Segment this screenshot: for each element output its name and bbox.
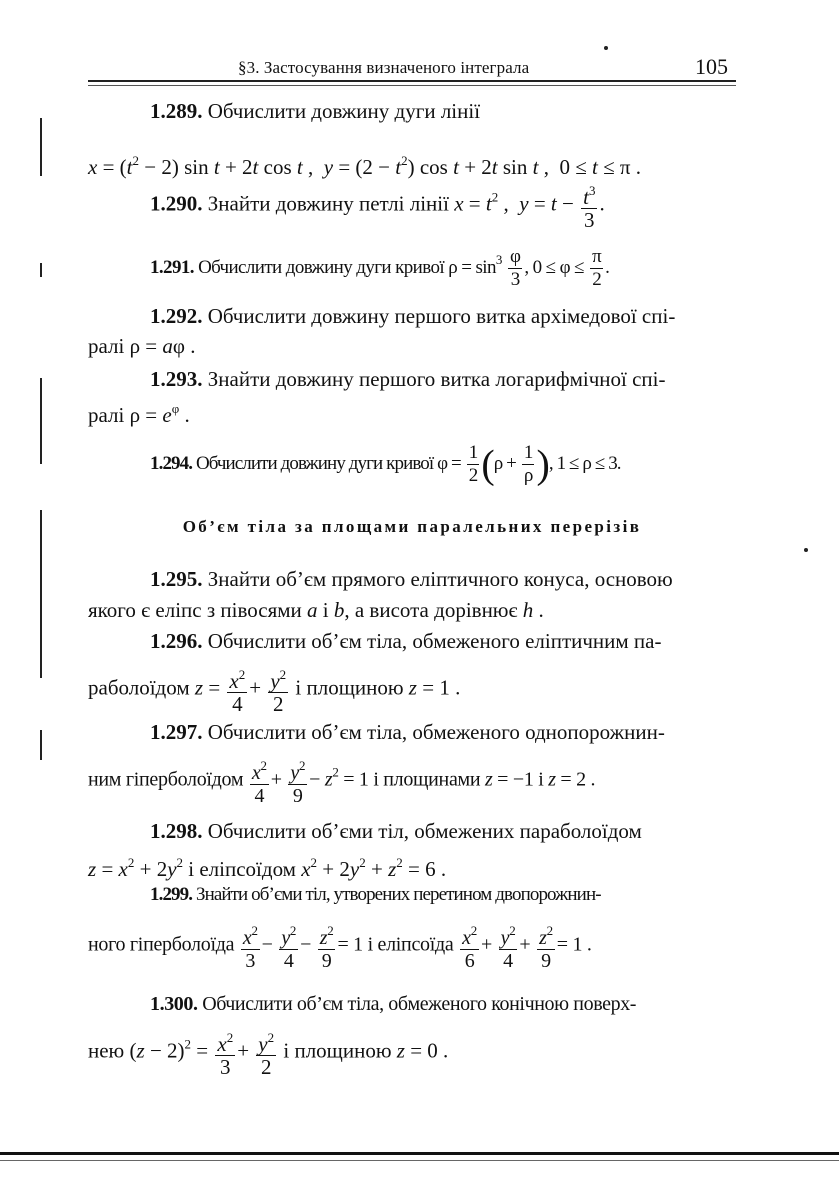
- problem-1-300: 1.300. Обчислити об’єм тіла, обмеженого конічною поверх-: [150, 993, 637, 1015]
- problem-1-292-cont: ралі ρ = aφ .: [88, 334, 196, 358]
- header-rule-thin: [88, 85, 736, 86]
- margin-mark: [40, 118, 42, 176]
- formula-1-289: $x = (t^2 - 2)$ sin t + 2t cos t , $y = (2 - t^2)$ cos t + 2t sin t , 0 ≤ t ≤ π .: [88, 153, 641, 179]
- problem-1-290: 1.290. Знайти довжину петлі лінії $x = t^2$ , y = t − $\frac{t^3}{3}$ .: [150, 183, 605, 232]
- section-heading: Об’єм тіла за площами паралельних перерізів: [182, 517, 642, 536]
- margin-mark: [40, 263, 42, 277]
- problem-1-299-cont: ного гіперболоїда $\frac{x^2}{3}$ − $\frac{y^2}{4}$ − $\frac{z^2}{9}$ = 1 і еліпсоїда $\frac{x^2}{6}$ + $\frac{y^2}{4}$ + $\frac{z^2}{9}$ = 1 .: [88, 923, 592, 972]
- problem-1-296: 1.296. Обчислити об’єм тіла, обмеженого еліптичним па-: [150, 629, 662, 653]
- problem-1-296-cont: раболоїдом z = $\frac{x^2}{4}$ + $\frac{y^2}{2}$ і площиною z = 1 .: [88, 667, 461, 716]
- header-rule: [88, 80, 736, 82]
- bottom-rule-thin: [0, 1160, 839, 1161]
- bottom-rule: [0, 1152, 839, 1155]
- problem-1-294: 1.294. Обчислити довжину дуги кривої φ = $\frac{1}{2}$ (ρ + $\frac{1}{\rho}$ ), 1 ≤ ρ ≤ 3.: [150, 441, 621, 487]
- problem-1-297: 1.297. Обчислити об’єм тіла, обмеженого однопорожнин-: [150, 720, 665, 744]
- header-title: §3. Застосування визначеного інтеграла: [238, 58, 530, 77]
- problem-1-298-cont: $z = x^2 + 2y^2$ і еліпсоїдом $x^2 + 2y^2 + z^2 = 6$ .: [88, 855, 447, 881]
- problem-1-293: 1.293. Знайти довжину першого витка логарифмічної спі-: [150, 367, 666, 391]
- problem-1-299: 1.299. Знайти об’єми тіл, утворених перетином двопорожнин-: [150, 884, 601, 905]
- problem-1-297-cont: ним гіперболоїдом $\frac{x^2}{4}$ + $\frac{y^2}{9}$ − $z^2 = 1$ і площинами z = −1 і z = 2 .: [88, 758, 596, 807]
- problem-1-291: 1.291. Обчислити довжину дуги кривої $\rho = \sin^3$ $\frac{\varphi}{3}$ , 0 ≤ φ ≤ $\frac{\pi}{2}$ .: [150, 246, 610, 290]
- page-number: 105: [695, 54, 728, 79]
- problem-1-292: 1.292. Обчислити довжину першого витка архімедової спі-: [150, 304, 676, 328]
- problem-1-293-cont: ралі $\rho = e^\varphi$ .: [88, 401, 190, 427]
- problem-1-295: 1.295. Знайти об’єм прямого еліптичного конуса, основою: [150, 567, 673, 591]
- problem-1-289: 1.289. Обчислити довжину дуги лінії: [150, 99, 481, 123]
- problem-1-298: 1.298. Обчислити об’єми тіл, обмежених параболоїдом: [150, 819, 642, 843]
- speck: [804, 548, 808, 552]
- margin-mark: [40, 378, 42, 464]
- margin-mark: [40, 510, 42, 678]
- speck: [604, 46, 608, 50]
- problem-1-295-cont: якого є еліпс з півосями a і b, а висота дорівнює h .: [88, 598, 544, 622]
- running-header: [88, 52, 736, 80]
- problem-1-300-cont: нею $(z - 2)^2$ = $\frac{x^2}{3}$ + $\frac{y^2}{2}$ і площиною z = 0 .: [88, 1030, 449, 1079]
- margin-mark: [40, 730, 42, 760]
